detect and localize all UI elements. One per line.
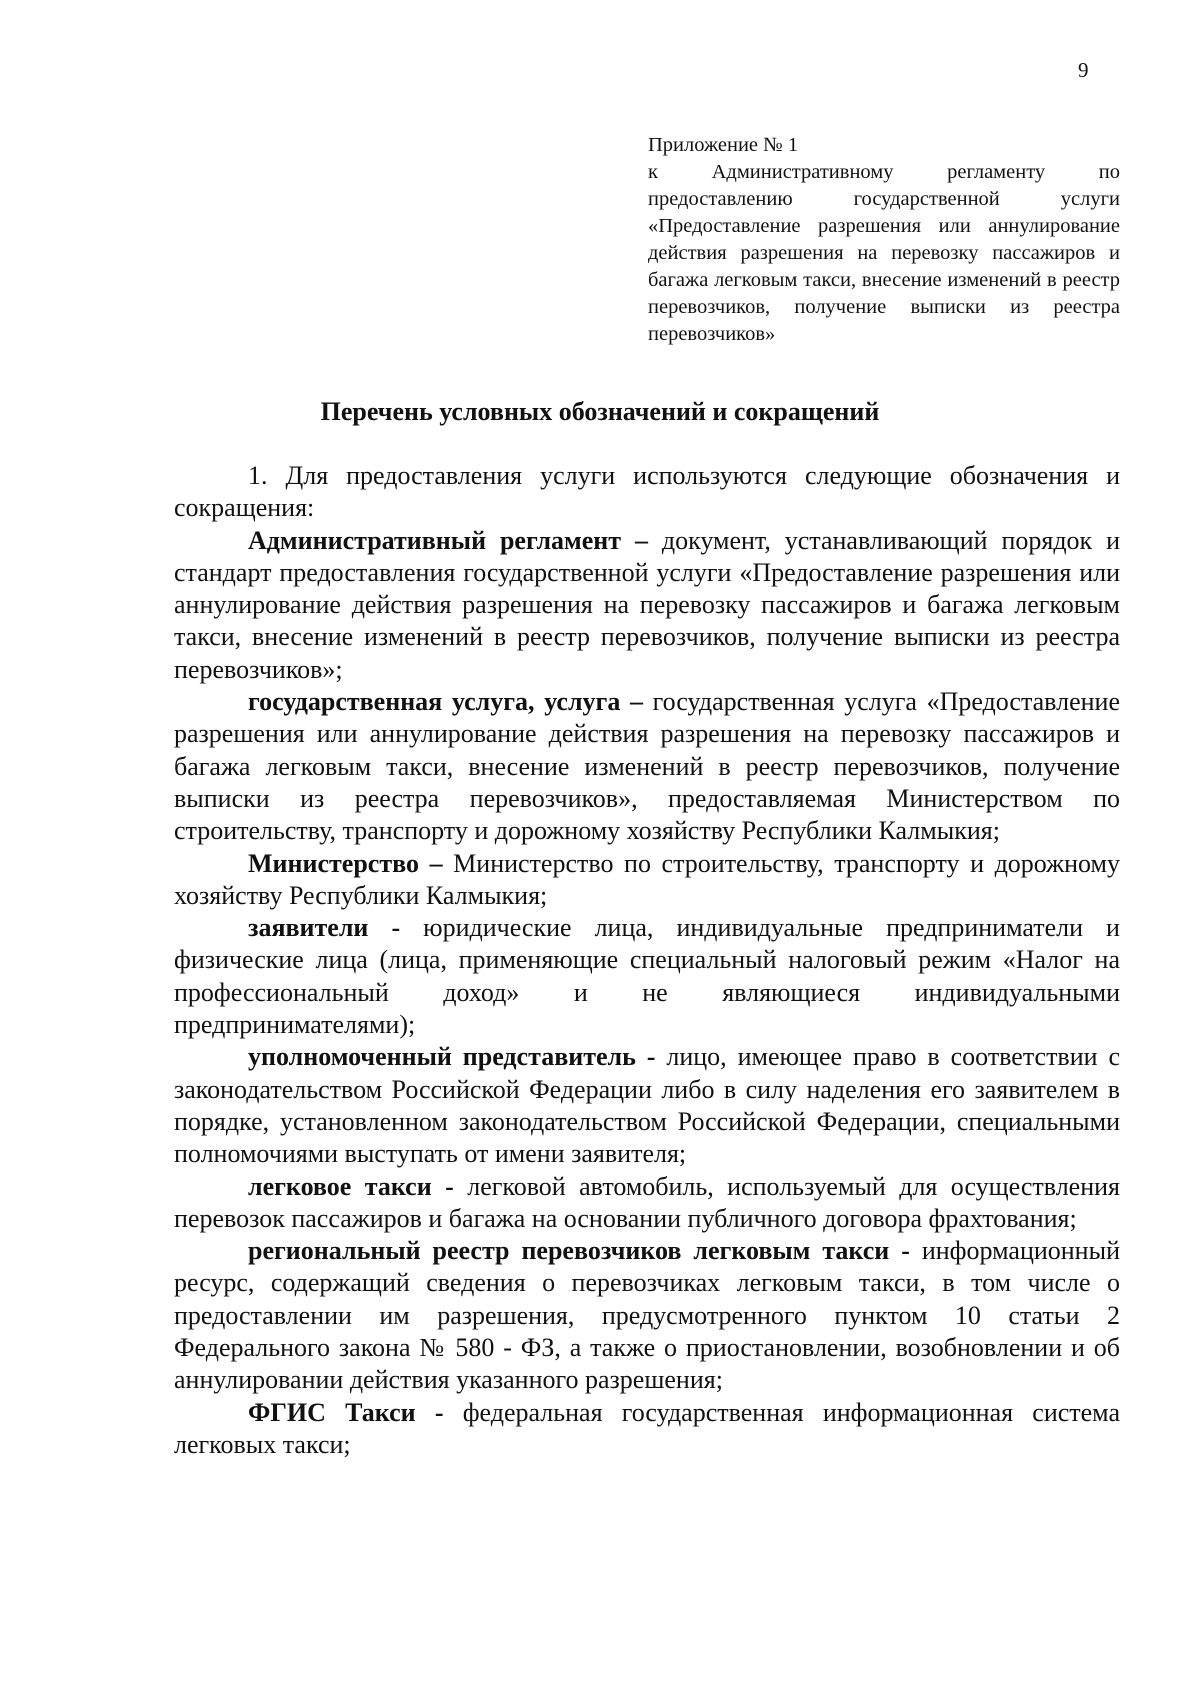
definition-separator: – bbox=[620, 687, 653, 717]
definition-separator: - bbox=[415, 1397, 463, 1427]
definition-text: документ, устанавливающий порядок и стандарт предоставления государственной услуги «Предоставление разрешения или аннулирование действия разрешения на перевозку пассажиров и багажа легковым такси, внесение изменений в реестр перевозчиков, получение выписки из реестра перевозчиков»; bbox=[174, 525, 1121, 684]
appendix-text: к Административному регламенту по предоставлению государственной услуги «Предоставление разрешения или аннулирование действия разрешения на перевозку пассажиров и багажа легковым такси, внесение изменений в реестр перевозчиков, получение выписки из реестра перевозчиков» bbox=[648, 161, 1120, 345]
definition-term: Административный регламент bbox=[248, 525, 622, 555]
definition-text: юридические лица, индивидуальные предприниматели и физические лица (лица, применяющие специальный налоговый режим «Налог на профессиональный доход» и не являющиеся индивидуальными предпринимателями); bbox=[174, 913, 1120, 1040]
definition-separator: – bbox=[418, 848, 454, 878]
definition-item bbox=[174, 848, 1120, 913]
definition-term: Министерство bbox=[248, 848, 419, 878]
definition-item bbox=[174, 1235, 1120, 1396]
page-number: 9 bbox=[1078, 58, 1089, 82]
definition-text: лицо, имеющее право в соответствии с законодательством Российской Федерации либо в силу наделения его заявителем в порядке, установленном законодательством Российской Федерации, специальными полномочиями выступать от имени заявителя; bbox=[174, 1042, 1120, 1169]
definition-separator: - bbox=[889, 1236, 922, 1266]
definition-text: информационный ресурс, содержащий сведения о перевозчиках легковым такси, в том числе о предоставлении им разрешения, предусмотренного пунктом 10 статьи 2 Федерального закона № 580 - ФЗ, а также о приостановлении, возобновлении и об аннулировании действия указанного разрешения; bbox=[174, 1236, 1120, 1395]
definition-term: ФГИС Такси bbox=[248, 1397, 416, 1427]
appendix-block bbox=[648, 132, 1120, 348]
definition-item bbox=[174, 686, 1120, 847]
definition-separator: - bbox=[635, 1042, 667, 1072]
document-body bbox=[174, 460, 1120, 1461]
document-title: Перечень условных обозначений и сокращений bbox=[320, 397, 880, 426]
definition-text: государственная услуга «Предоставление разрешения или аннулирование действия разрешения на перевозку пассажиров и багажа легковым такси, внесение изменений в реестр перевозчиков, получение выписки из реестра перевозчиков», предоставляемая Министерством по строительству, транспорту и дорожному хозяйству Республики Калмыкия; bbox=[174, 687, 1120, 846]
definition-term: государственная услуга, услуга bbox=[248, 687, 621, 717]
definition-term: легковое такси bbox=[248, 1171, 432, 1201]
definition-term: уполномоченный представитель bbox=[248, 1042, 636, 1072]
definition-item bbox=[174, 1171, 1120, 1236]
definition-item bbox=[174, 1041, 1120, 1170]
definition-separator: – bbox=[621, 525, 662, 555]
definition-text: федеральная государственная информационная система легковых такси; bbox=[174, 1397, 1120, 1459]
definition-separator: - bbox=[368, 913, 424, 943]
definition-separator: - bbox=[431, 1171, 468, 1201]
definition-item bbox=[174, 525, 1120, 686]
intro-paragraph: 1. Для предоставления услуги используются следующие обозначения и сокращения: bbox=[174, 461, 1120, 523]
definition-term: заявители bbox=[248, 913, 369, 943]
definition-text: легковой автомобиль, используемый для осуществления перевозок пассажиров и багажа на основании публичного договора фрахтования; bbox=[174, 1171, 1120, 1233]
definition-item bbox=[174, 1397, 1120, 1462]
appendix-title: Приложение № 1 bbox=[648, 134, 799, 156]
definition-text: Министерство по строительству, транспорту и дорожному хозяйству Республики Калмыкия; bbox=[174, 848, 1120, 910]
definition-term: региональный реестр перевозчиков легковым такси bbox=[248, 1236, 890, 1266]
definition-item bbox=[174, 912, 1120, 1041]
